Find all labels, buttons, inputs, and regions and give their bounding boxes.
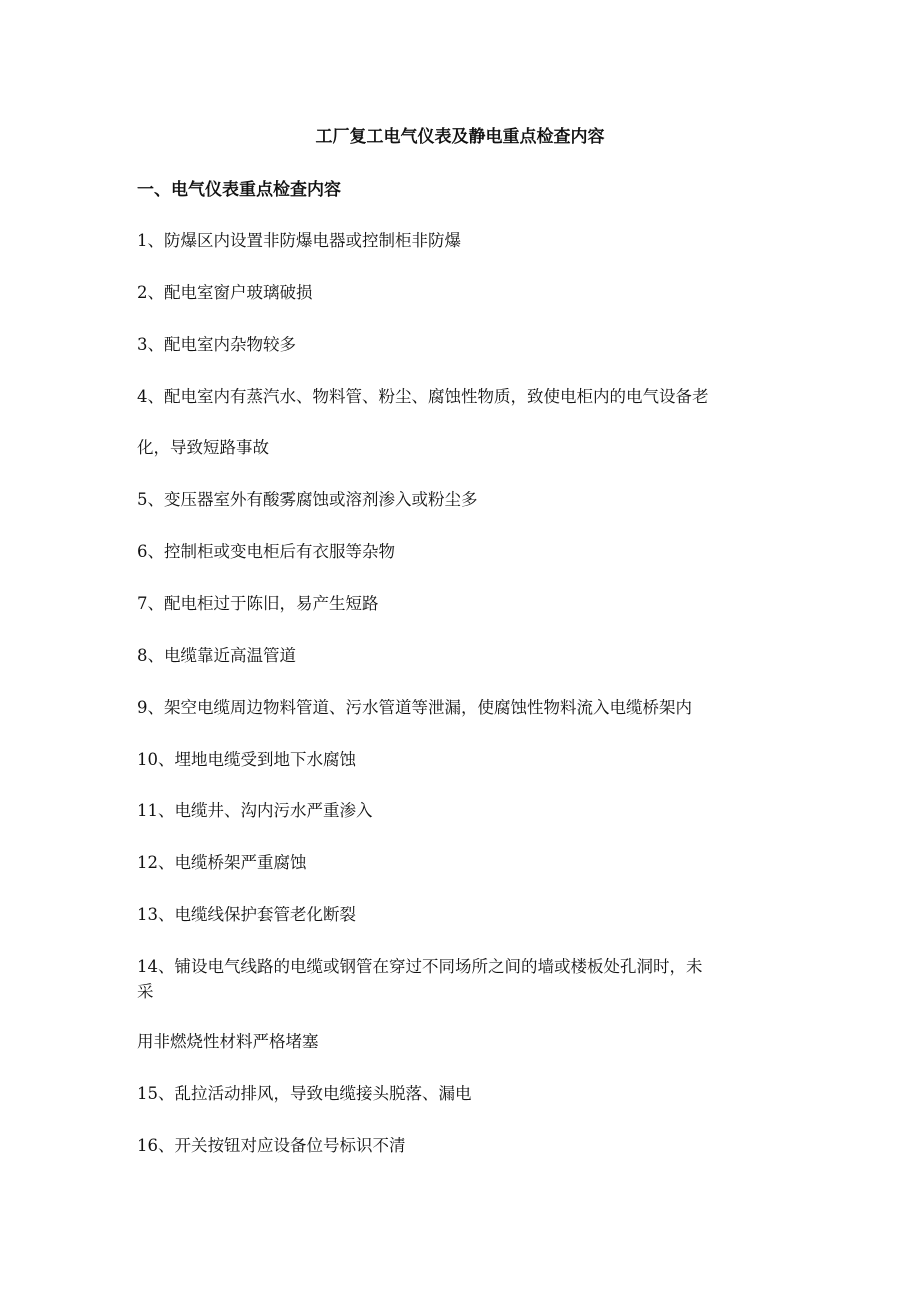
list-item-3: 3、配电室内杂物较多 [137,335,296,354]
list-item-14-continued: 用非燃烧性材料严格堵塞 [137,1032,319,1051]
document-title: 工厂复工电气仪表及静电重点检查内容 [315,127,605,147]
list-item-12: 12、电缆桥架严重腐蚀 [137,853,307,872]
list-item-14-wrap: 采 [137,982,154,1001]
list-item-1: 1、防爆区内设置非防爆电器或控制柜非防爆 [137,231,461,250]
list-item-13: 13、电缆线保护套管老化断裂 [137,905,356,924]
section-heading: 一、电气仪表重点检查内容 [137,180,341,200]
list-item-4: 4、配电室内有蒸汽水、物料管、粉尘、腐蚀性物质，致使电柜内的电气设备老 [137,387,709,406]
list-item-16: 16、开关按钮对应设备位号标识不清 [137,1136,406,1155]
list-item-4-continued: 化，导致短路事故 [137,438,269,457]
list-item-10: 10、埋地电缆受到地下水腐蚀 [137,750,356,769]
list-item-6: 6、控制柜或变电柜后有衣服等杂物 [137,542,395,561]
list-item-7: 7、配电柜过于陈旧，易产生短路 [137,594,379,613]
list-item-5: 5、变压器室外有酸雾腐蚀或溶剂渗入或粉尘多 [137,490,478,509]
list-item-15: 15、乱拉活动排风，导致电缆接头脱落、漏电 [137,1084,472,1103]
list-item-8: 8、电缆靠近高温管道 [137,646,296,665]
list-item-11: 11、电缆井、沟内污水严重渗入 [137,801,373,820]
list-item-2: 2、配电室窗户玻璃破损 [137,283,313,302]
list-item-9: 9、架空电缆周边物料管道、污水管道等泄漏，使腐蚀性物料流入电缆桥架内 [137,698,692,717]
list-item-14: 14、铺设电气线路的电缆或钢管在穿过不同场所之间的墙或楼板处孔洞时，未 [137,957,703,976]
